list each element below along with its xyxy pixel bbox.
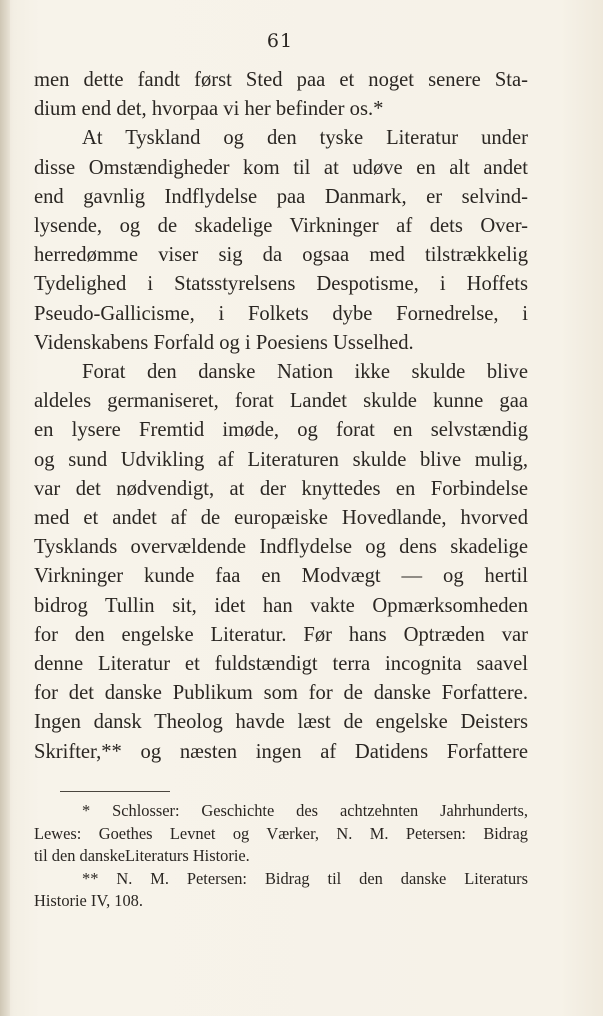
body-line: lysende, og de skadelige Virkninger af dets Over- bbox=[34, 215, 528, 238]
body-line: Tydelighed i Statsstyrelsens Despotisme, i Hoffets bbox=[34, 273, 528, 296]
body-line: for det danske Publikum som for de danske Forfattere. bbox=[34, 682, 528, 705]
body-line: Virkninger kunde faa en Modvægt — og hertil bbox=[34, 565, 528, 588]
body-line: Pseudo-Gallicisme, i Folkets dybe Fornedrelse, i bbox=[34, 302, 528, 325]
body-line: disse Omstændigheder kom til at udøve en alt andet bbox=[34, 156, 528, 179]
footnote-line: ** N. M. Petersen: Bidrag til den danske Literaturs bbox=[82, 868, 528, 888]
body-line: Ingen dansk Theolog havde læst de engelske Deisters bbox=[34, 711, 528, 734]
footnote-line: Lewes: Goethes Levnet og Værker, N. M. Petersen: Bidrag bbox=[34, 823, 528, 843]
body-line: herredømme viser sig da ogsaa med tilstrækkelig bbox=[34, 244, 528, 267]
body-line: Videnskabens Forfald og i Poesiens Usselhed. bbox=[34, 331, 414, 354]
binding-edge bbox=[0, 0, 10, 1016]
body-line: men dette fandt først Sted paa et noget senere Sta- bbox=[34, 69, 528, 91]
body-line: og sund Udvikling af Literaturen skulde blive mulig, bbox=[34, 448, 528, 471]
body-line: med et andet af de europæiske Hovedlande, hvorved bbox=[34, 507, 528, 530]
footnote-line: Historie IV, 108. bbox=[34, 891, 143, 911]
page-number: 61 bbox=[266, 30, 294, 52]
footnote-line: * Schlosser: Geschichte des achtzehnten Jahrhunderts, bbox=[82, 801, 528, 820]
body-line: aldeles germaniseret, forat Landet skulde kunne gaa bbox=[34, 390, 528, 413]
footnote-divider bbox=[60, 791, 170, 792]
body-line: end gavnlig Indflydelse paa Danmark, er selvind- bbox=[34, 185, 528, 208]
body-line: var det nødvendigt, at der knyttedes en Forbindelse bbox=[34, 477, 528, 500]
body-line: Forat den danske Nation ikke skulde blive bbox=[82, 361, 528, 384]
body-line: en lysere Fremtid imøde, og forat en selvstændig bbox=[34, 419, 528, 442]
body-line: At Tyskland og den tyske Literatur under bbox=[82, 127, 528, 150]
footnotes bbox=[34, 800, 528, 913]
body-line: for den engelske Literatur. Før hans Optræden var bbox=[34, 623, 528, 646]
body-line: Skrifter,** og næsten ingen af Datidens Forfattere bbox=[34, 740, 528, 763]
footnote-line: til den danskeLiteraturs Historie. bbox=[34, 846, 250, 866]
body-line: Tysklands overvældende Indflydelse og dens skadelige bbox=[34, 536, 528, 559]
body-line: denne Literatur et fuldstændigt terra incognita saavel bbox=[34, 653, 528, 676]
body-line: bidrog Tullin sit, idet han vakte Opmærksomheden bbox=[34, 594, 528, 617]
body-line: dium end det, hvorpaa vi her befinder os.* bbox=[34, 98, 384, 121]
body-text bbox=[34, 66, 528, 767]
